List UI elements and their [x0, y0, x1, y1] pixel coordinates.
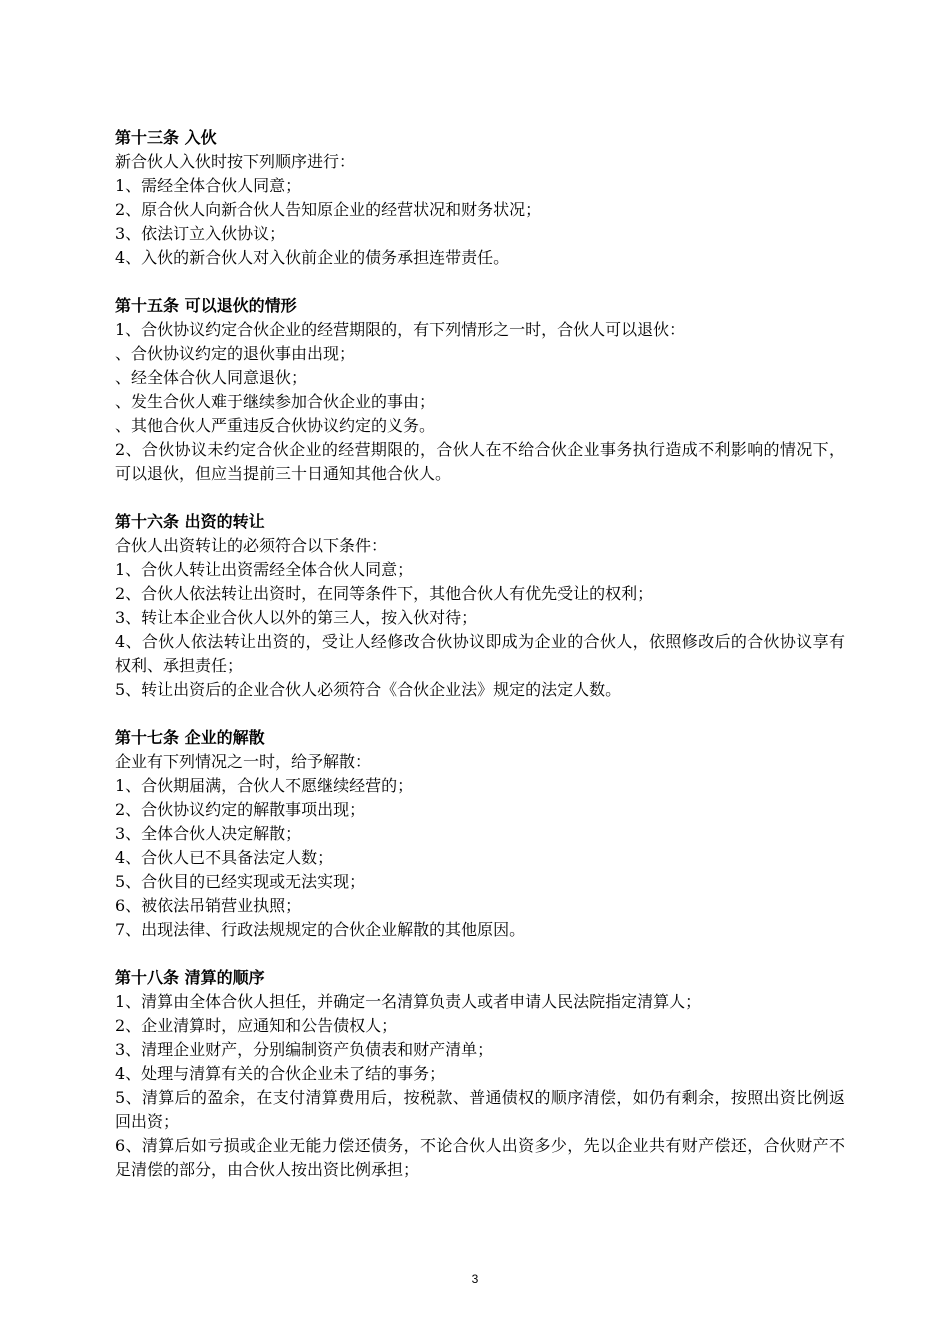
- article-line: 、其他合伙人严重违反合伙协议约定的义务。: [115, 416, 436, 435]
- article-heading: 第十八条 清算的顺序: [115, 968, 265, 987]
- article-line: 5、合伙目的已经实现或无法实现；: [115, 872, 366, 891]
- article-line: 1、清算由全体合伙人担任，并确定一名清算负责人或者申请人民法院指定清算人；: [115, 992, 702, 1011]
- page-number: 3: [471, 1272, 479, 1286]
- article-heading: 第十三条 入伙: [115, 128, 217, 147]
- article-15: [115, 294, 845, 486]
- article-line: 3、全体合伙人决定解散；: [115, 824, 302, 843]
- article-heading: 第十七条 企业的解散: [115, 728, 265, 747]
- article-line: 、经全体合伙人同意退伙；: [115, 368, 308, 387]
- article-line: 6、被依法吊销营业执照；: [115, 896, 302, 915]
- article-line: 6、清算后如亏损或企业无能力偿还债务，不论合伙人出资多少，先以企业共有财产偿还，合伙财产不足清偿的部分，由合伙人按出资比例承担；: [115, 1136, 845, 1179]
- article-line: 4、合伙人已不具备法定人数；: [115, 848, 334, 867]
- article-line: 、发生合伙人难于继续参加合伙企业的事由；: [115, 392, 436, 411]
- article-line: 新合伙人入伙时按下列顺序进行：: [115, 152, 356, 171]
- article-line: 4、处理与清算有关的合伙企业未了结的事务；: [115, 1064, 446, 1083]
- article-line: 3、转让本企业合伙人以外的第三人，按入伙对待；: [115, 608, 478, 627]
- article-heading: 第十五条 可以退伙的情形: [115, 296, 297, 315]
- article-17: [115, 726, 845, 942]
- article-line: 企业有下列情况之一时，给予解散：: [115, 752, 372, 771]
- article-line: 2、合伙人依法转让出资时，在同等条件下，其他合伙人有优先受让的权利；: [115, 584, 654, 603]
- article-line: 3、依法订立入伙协议；: [115, 224, 286, 243]
- article-line: 2、合伙协议未约定合伙企业的经营期限的，合伙人在不给合伙企业事务执行造成不利影响的情况下，可以退伙，但应当提前三十日通知其他合伙人。: [115, 440, 845, 483]
- article-line: 7、出现法律、行政法规规定的合伙企业解散的其他原因。: [115, 920, 526, 939]
- article-line: 1、合伙人转让出资需经全体合伙人同意；: [115, 560, 414, 579]
- document-body: [115, 126, 845, 1206]
- article-line: 2、企业清算时，应通知和公告债权人；: [115, 1016, 398, 1035]
- article-line: 3、清理企业财产，分别编制资产负债表和财产清单；: [115, 1040, 494, 1059]
- article-18: [115, 966, 845, 1182]
- article-line: 5、转让出资后的企业合伙人必须符合《合伙企业法》规定的法定人数。: [115, 680, 622, 699]
- article-13: [115, 126, 845, 270]
- article-line: 4、入伙的新合伙人对入伙前企业的债务承担连带责任。: [115, 248, 510, 267]
- article-line: 1、合伙期届满，合伙人不愿继续经营的；: [115, 776, 414, 795]
- article-line: 合伙人出资转让的必须符合以下条件：: [115, 536, 388, 555]
- article-heading: 第十六条 出资的转让: [115, 512, 265, 531]
- article-line: 1、合伙协议约定合伙企业的经营期限的，有下列情形之一时，合伙人可以退伙：: [115, 320, 686, 339]
- article-line: 5、清算后的盈余，在支付清算费用后，按税款、普通债权的顺序清偿，如仍有剩余，按照出资比例返回出资；: [115, 1088, 845, 1131]
- article-line: 4、合伙人依法转让出资的，受让人经修改合伙协议即成为企业的合伙人，依照修改后的合伙协议享有权利、承担责任；: [115, 632, 845, 675]
- article-line: 、合伙协议约定的退伙事由出现；: [115, 344, 356, 363]
- article-16: [115, 510, 845, 702]
- article-line: 1、需经全体合伙人同意；: [115, 176, 302, 195]
- article-line: 2、原合伙人向新合伙人告知原企业的经营状况和财务状况；: [115, 200, 542, 219]
- article-line: 2、合伙协议约定的解散事项出现；: [115, 800, 366, 819]
